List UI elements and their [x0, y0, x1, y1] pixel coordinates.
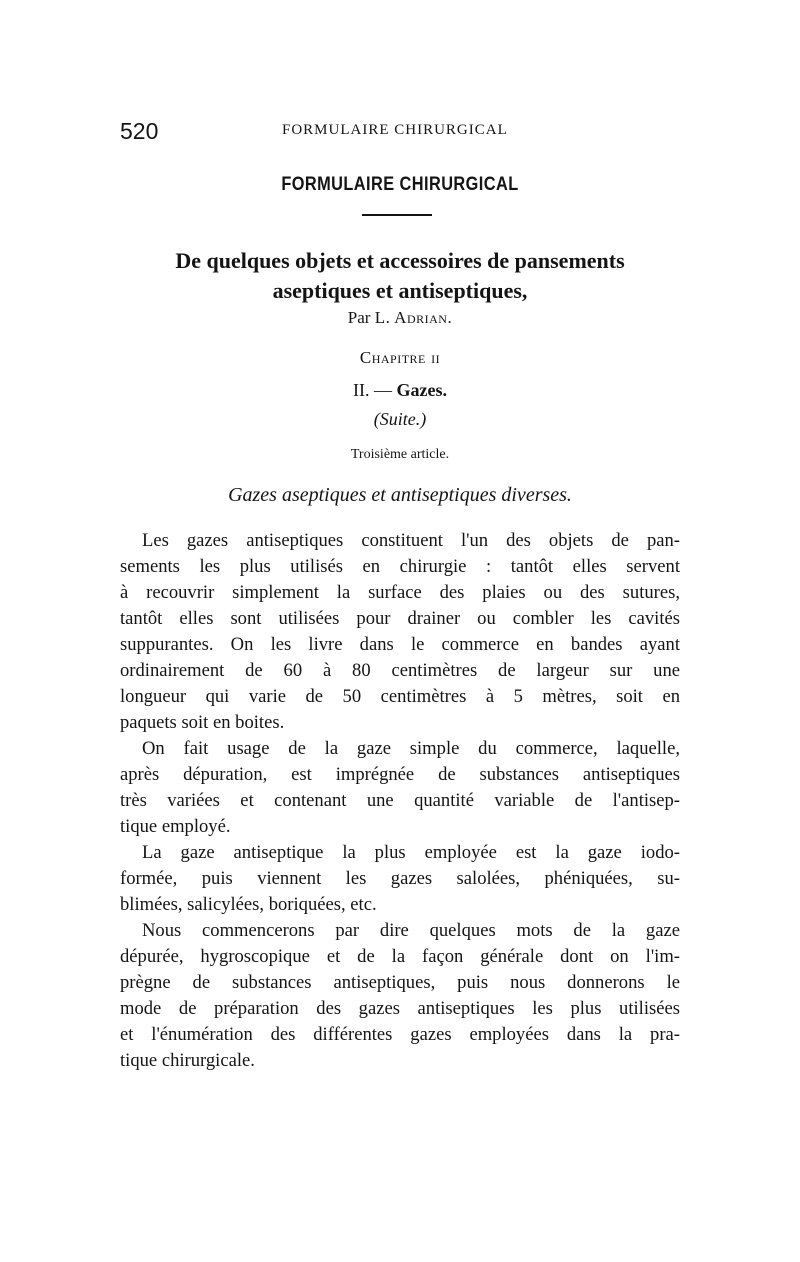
paragraph	[120, 840, 680, 918]
paragraph-line: prègne de substances antiseptiques, puis nous donnerons le	[120, 972, 680, 993]
paragraph-line: formée, puis viennent les gazes salolées, phéniquées, su-	[120, 868, 680, 889]
paragraph	[120, 528, 680, 736]
paragraph-line: tique employé.	[120, 816, 231, 837]
author-line	[0, 308, 800, 328]
paragraph-line: sements les plus utilisés en chirurgie : tantôt elles servent	[120, 556, 680, 577]
paragraph-line: tique chirurgicale.	[120, 1050, 255, 1071]
article-number: Troisième article.	[350, 447, 450, 462]
running-header	[120, 118, 680, 148]
paragraph-line: paquets soit en boites.	[120, 712, 285, 733]
body-text	[120, 528, 680, 1074]
paragraph	[120, 918, 680, 1074]
article-title-line-2: aseptiques et antiseptiques,	[272, 278, 528, 303]
paragraph-line: après dépuration, est imprégnée de substances antiseptiques	[120, 764, 680, 785]
paragraph-line: mode de préparation des gazes antiseptiques les plus utilisées	[120, 998, 680, 1019]
chapter-number: ii	[431, 348, 441, 367]
page-number: 520	[120, 118, 159, 144]
author-name: L. Adrian.	[374, 308, 453, 327]
subheading: Gazes aseptiques et antiseptiques diverses.	[228, 484, 572, 506]
paragraph-line: très variées et contenant une quantité variable de l'antisep-	[120, 790, 680, 811]
running-title: FORMULAIRE CHIRURGICAL	[282, 122, 508, 138]
paragraph-line: ordinairement de 60 à 80 centimètres de largeur sur une	[120, 660, 680, 681]
paragraph-line: La gaze antiseptique la plus employée est la gaze iodo-	[142, 842, 680, 863]
paragraph-line: Les gazes antiseptiques constituent l'un des objets de pan-	[142, 530, 680, 551]
author-prefix: Par	[347, 308, 371, 327]
paragraph-line: dépurée, hygroscopique et de la façon générale dont on l'im-	[120, 946, 680, 967]
paragraph-line: à recouvrir simplement la surface des plaies ou des sutures,	[120, 582, 680, 603]
title-rule	[362, 214, 432, 216]
section-number: II. —	[353, 380, 392, 400]
paragraph-line: Nous commencerons par dire quelques mots de la gaze	[142, 920, 680, 941]
paragraph	[120, 736, 680, 840]
main-title: FORMULAIRE CHIRURGICAL	[281, 174, 519, 195]
paragraph-line: blimées, salicylées, boriquées, etc.	[120, 894, 377, 915]
section-title: Gazes.	[396, 380, 447, 400]
article-title	[0, 246, 800, 306]
chapter-label: Chapitre	[359, 348, 426, 367]
paragraph-line: et l'énumération des différentes gazes employées dans la pra-	[120, 1024, 680, 1045]
section-heading	[0, 380, 800, 401]
suite-note: (Suite.)	[373, 409, 427, 429]
chapter-heading	[0, 348, 800, 368]
paragraph-line: suppurantes. On les livre dans le commerce en bandes ayant	[120, 634, 680, 655]
paragraph-line: On fait usage de la gaze simple du commerce, laquelle,	[142, 738, 680, 759]
paragraph-line: tantôt elles sont utilisées pour drainer ou combler les cavités	[120, 608, 680, 629]
paragraph-line: longueur qui varie de 50 centimètres à 5 mètres, soit en	[120, 686, 680, 707]
article-title-line-1: De quelques objets et accessoires de pansements	[175, 248, 625, 273]
